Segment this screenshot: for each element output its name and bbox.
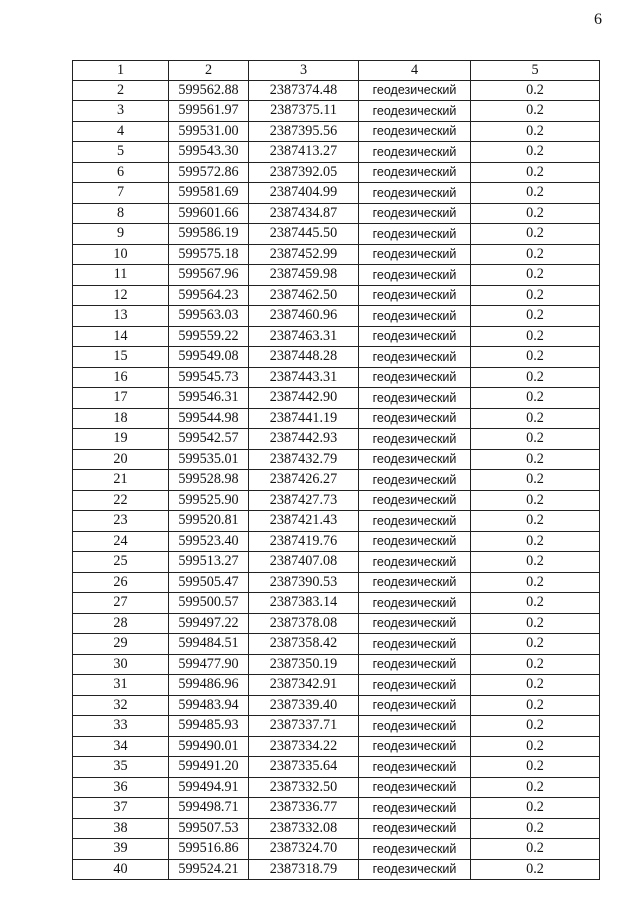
method-cell: геодезический: [359, 675, 471, 696]
y-coordinate-cell: 2387452.99: [249, 244, 359, 265]
point-number-cell: 31: [73, 675, 169, 696]
method-cell: геодезический: [359, 80, 471, 101]
x-coordinate-cell: 599563.03: [169, 306, 249, 327]
table-row: [73, 101, 600, 122]
accuracy-cell: 0.2: [471, 162, 600, 183]
y-coordinate-cell: 2387335.64: [249, 757, 359, 778]
table-row: [73, 593, 600, 614]
method-cell: геодезический: [359, 634, 471, 655]
coordinates-table: [72, 60, 600, 880]
point-number-cell: 39: [73, 839, 169, 860]
y-coordinate-cell: 2387395.56: [249, 121, 359, 142]
method-cell: геодезический: [359, 367, 471, 388]
table-row: [73, 326, 600, 347]
x-coordinate-cell: 599545.73: [169, 367, 249, 388]
table-row: [73, 572, 600, 593]
y-coordinate-cell: 2387337.71: [249, 716, 359, 737]
accuracy-cell: 0.2: [471, 367, 600, 388]
method-cell: геодезический: [359, 818, 471, 839]
y-coordinate-cell: 2387445.50: [249, 224, 359, 245]
y-coordinate-cell: 2387332.08: [249, 818, 359, 839]
y-coordinate-cell: 2387390.53: [249, 572, 359, 593]
table-row: [73, 531, 600, 552]
table-row: [73, 470, 600, 491]
accuracy-cell: 0.2: [471, 347, 600, 368]
y-coordinate-cell: 2387460.96: [249, 306, 359, 327]
accuracy-cell: 0.2: [471, 818, 600, 839]
x-coordinate-cell: 599497.22: [169, 613, 249, 634]
x-coordinate-cell: 599559.22: [169, 326, 249, 347]
method-cell: геодезический: [359, 859, 471, 880]
x-coordinate-cell: 599484.51: [169, 634, 249, 655]
x-coordinate-cell: 599494.91: [169, 777, 249, 798]
table-row: [73, 80, 600, 101]
table-row: [73, 777, 600, 798]
x-coordinate-cell: 599543.30: [169, 142, 249, 163]
accuracy-cell: 0.2: [471, 531, 600, 552]
accuracy-cell: 0.2: [471, 613, 600, 634]
table-row: [73, 142, 600, 163]
column-header-5: 5: [471, 61, 600, 81]
x-coordinate-cell: 599520.81: [169, 511, 249, 532]
y-coordinate-cell: 2387441.19: [249, 408, 359, 429]
method-cell: геодезический: [359, 777, 471, 798]
y-coordinate-cell: 2387434.87: [249, 203, 359, 224]
y-coordinate-cell: 2387383.14: [249, 593, 359, 614]
accuracy-cell: 0.2: [471, 736, 600, 757]
point-number-cell: 8: [73, 203, 169, 224]
x-coordinate-cell: 599562.88: [169, 80, 249, 101]
x-coordinate-cell: 599561.97: [169, 101, 249, 122]
accuracy-cell: 0.2: [471, 839, 600, 860]
x-coordinate-cell: 599564.23: [169, 285, 249, 306]
y-coordinate-cell: 2387459.98: [249, 265, 359, 286]
y-coordinate-cell: 2387442.90: [249, 388, 359, 409]
x-coordinate-cell: 599567.96: [169, 265, 249, 286]
table-row: [73, 429, 600, 450]
method-cell: геодезический: [359, 121, 471, 142]
point-number-cell: 19: [73, 429, 169, 450]
method-cell: геодезический: [359, 388, 471, 409]
y-coordinate-cell: 2387358.42: [249, 634, 359, 655]
method-cell: геодезический: [359, 224, 471, 245]
x-coordinate-cell: 599549.08: [169, 347, 249, 368]
x-coordinate-cell: 599544.98: [169, 408, 249, 429]
accuracy-cell: 0.2: [471, 859, 600, 880]
method-cell: геодезический: [359, 306, 471, 327]
y-coordinate-cell: 2387427.73: [249, 490, 359, 511]
method-cell: геодезический: [359, 162, 471, 183]
method-cell: геодезический: [359, 265, 471, 286]
table-row: [73, 490, 600, 511]
y-coordinate-cell: 2387339.40: [249, 695, 359, 716]
coordinates-table-container: [72, 60, 599, 880]
method-cell: геодезический: [359, 142, 471, 163]
table-row: [73, 859, 600, 880]
point-number-cell: 25: [73, 552, 169, 573]
accuracy-cell: 0.2: [471, 798, 600, 819]
accuracy-cell: 0.2: [471, 654, 600, 675]
y-coordinate-cell: 2387462.50: [249, 285, 359, 306]
x-coordinate-cell: 599524.21: [169, 859, 249, 880]
point-number-cell: 15: [73, 347, 169, 368]
table-row: [73, 224, 600, 245]
accuracy-cell: 0.2: [471, 511, 600, 532]
accuracy-cell: 0.2: [471, 101, 600, 122]
method-cell: геодезический: [359, 572, 471, 593]
y-coordinate-cell: 2387448.28: [249, 347, 359, 368]
table-row: [73, 552, 600, 573]
table-row: [73, 347, 600, 368]
y-coordinate-cell: 2387443.31: [249, 367, 359, 388]
x-coordinate-cell: 599528.98: [169, 470, 249, 491]
method-cell: геодезический: [359, 285, 471, 306]
accuracy-cell: 0.2: [471, 224, 600, 245]
table-row: [73, 736, 600, 757]
accuracy-cell: 0.2: [471, 695, 600, 716]
x-coordinate-cell: 599535.01: [169, 449, 249, 470]
x-coordinate-cell: 599500.57: [169, 593, 249, 614]
x-coordinate-cell: 599490.01: [169, 736, 249, 757]
point-number-cell: 30: [73, 654, 169, 675]
table-row: [73, 818, 600, 839]
point-number-cell: 6: [73, 162, 169, 183]
accuracy-cell: 0.2: [471, 244, 600, 265]
table-row: [73, 654, 600, 675]
x-coordinate-cell: 599516.86: [169, 839, 249, 860]
x-coordinate-cell: 599572.86: [169, 162, 249, 183]
table-row: [73, 613, 600, 634]
accuracy-cell: 0.2: [471, 634, 600, 655]
y-coordinate-cell: 2387332.50: [249, 777, 359, 798]
point-number-cell: 7: [73, 183, 169, 204]
method-cell: геодезический: [359, 490, 471, 511]
method-cell: геодезический: [359, 408, 471, 429]
y-coordinate-cell: 2387426.27: [249, 470, 359, 491]
method-cell: геодезический: [359, 470, 471, 491]
y-coordinate-cell: 2387413.27: [249, 142, 359, 163]
method-cell: геодезический: [359, 613, 471, 634]
x-coordinate-cell: 599486.96: [169, 675, 249, 696]
method-cell: геодезический: [359, 203, 471, 224]
accuracy-cell: 0.2: [471, 757, 600, 778]
x-coordinate-cell: 599483.94: [169, 695, 249, 716]
point-number-cell: 28: [73, 613, 169, 634]
y-coordinate-cell: 2387342.91: [249, 675, 359, 696]
point-number-cell: 24: [73, 531, 169, 552]
accuracy-cell: 0.2: [471, 593, 600, 614]
table-row: [73, 695, 600, 716]
accuracy-cell: 0.2: [471, 203, 600, 224]
table-row: [73, 675, 600, 696]
method-cell: геодезический: [359, 101, 471, 122]
accuracy-cell: 0.2: [471, 388, 600, 409]
point-number-cell: 16: [73, 367, 169, 388]
column-header-4: 4: [359, 61, 471, 81]
x-coordinate-cell: 599546.31: [169, 388, 249, 409]
table-row: [73, 798, 600, 819]
accuracy-cell: 0.2: [471, 80, 600, 101]
x-coordinate-cell: 599575.18: [169, 244, 249, 265]
point-number-cell: 29: [73, 634, 169, 655]
accuracy-cell: 0.2: [471, 285, 600, 306]
x-coordinate-cell: 599485.93: [169, 716, 249, 737]
point-number-cell: 3: [73, 101, 169, 122]
point-number-cell: 13: [73, 306, 169, 327]
method-cell: геодезический: [359, 695, 471, 716]
table-row: [73, 265, 600, 286]
point-number-cell: 14: [73, 326, 169, 347]
table-row: [73, 408, 600, 429]
table-row: [73, 449, 600, 470]
method-cell: геодезический: [359, 552, 471, 573]
point-number-cell: 37: [73, 798, 169, 819]
y-coordinate-cell: 2387407.08: [249, 552, 359, 573]
y-coordinate-cell: 2387419.76: [249, 531, 359, 552]
method-cell: геодезический: [359, 736, 471, 757]
method-cell: геодезический: [359, 244, 471, 265]
point-number-cell: 20: [73, 449, 169, 470]
x-coordinate-cell: 599491.20: [169, 757, 249, 778]
point-number-cell: 5: [73, 142, 169, 163]
point-number-cell: 18: [73, 408, 169, 429]
point-number-cell: 21: [73, 470, 169, 491]
method-cell: геодезический: [359, 531, 471, 552]
x-coordinate-cell: 599523.40: [169, 531, 249, 552]
point-number-cell: 17: [73, 388, 169, 409]
point-number-cell: 22: [73, 490, 169, 511]
point-number-cell: 36: [73, 777, 169, 798]
accuracy-cell: 0.2: [471, 777, 600, 798]
point-number-cell: 34: [73, 736, 169, 757]
y-coordinate-cell: 2387404.99: [249, 183, 359, 204]
y-coordinate-cell: 2387378.08: [249, 613, 359, 634]
point-number-cell: 26: [73, 572, 169, 593]
table-body: [73, 80, 600, 880]
table-row: [73, 285, 600, 306]
table-row: [73, 121, 600, 142]
x-coordinate-cell: 599477.90: [169, 654, 249, 675]
x-coordinate-cell: 599581.69: [169, 183, 249, 204]
method-cell: геодезический: [359, 839, 471, 860]
y-coordinate-cell: 2387334.22: [249, 736, 359, 757]
column-header-2: 2: [169, 61, 249, 81]
point-number-cell: 40: [73, 859, 169, 880]
accuracy-cell: 0.2: [471, 449, 600, 470]
x-coordinate-cell: 599513.27: [169, 552, 249, 573]
x-coordinate-cell: 599525.90: [169, 490, 249, 511]
point-number-cell: 27: [73, 593, 169, 614]
x-coordinate-cell: 599542.57: [169, 429, 249, 450]
accuracy-cell: 0.2: [471, 183, 600, 204]
x-coordinate-cell: 599498.71: [169, 798, 249, 819]
x-coordinate-cell: 599601.66: [169, 203, 249, 224]
y-coordinate-cell: 2387432.79: [249, 449, 359, 470]
method-cell: геодезический: [359, 326, 471, 347]
y-coordinate-cell: 2387336.77: [249, 798, 359, 819]
y-coordinate-cell: 2387324.70: [249, 839, 359, 860]
method-cell: геодезический: [359, 347, 471, 368]
method-cell: геодезический: [359, 757, 471, 778]
method-cell: геодезический: [359, 593, 471, 614]
y-coordinate-cell: 2387350.19: [249, 654, 359, 675]
point-number-cell: 4: [73, 121, 169, 142]
point-number-cell: 2: [73, 80, 169, 101]
accuracy-cell: 0.2: [471, 572, 600, 593]
table-row: [73, 306, 600, 327]
table-row: [73, 367, 600, 388]
point-number-cell: 38: [73, 818, 169, 839]
table-row: [73, 183, 600, 204]
method-cell: геодезический: [359, 798, 471, 819]
accuracy-cell: 0.2: [471, 306, 600, 327]
table-row: [73, 716, 600, 737]
point-number-cell: 23: [73, 511, 169, 532]
x-coordinate-cell: 599505.47: [169, 572, 249, 593]
column-header-3: 3: [249, 61, 359, 81]
accuracy-cell: 0.2: [471, 675, 600, 696]
accuracy-cell: 0.2: [471, 142, 600, 163]
point-number-cell: 35: [73, 757, 169, 778]
accuracy-cell: 0.2: [471, 326, 600, 347]
page-number: 6: [594, 11, 602, 28]
accuracy-cell: 0.2: [471, 716, 600, 737]
table-header-row: [73, 61, 600, 81]
y-coordinate-cell: 2387421.43: [249, 511, 359, 532]
method-cell: геодезический: [359, 183, 471, 204]
table-row: [73, 839, 600, 860]
table-row: [73, 203, 600, 224]
table-row: [73, 388, 600, 409]
table-row: [73, 244, 600, 265]
y-coordinate-cell: 2387442.93: [249, 429, 359, 450]
y-coordinate-cell: 2387374.48: [249, 80, 359, 101]
y-coordinate-cell: 2387463.31: [249, 326, 359, 347]
y-coordinate-cell: 2387392.05: [249, 162, 359, 183]
y-coordinate-cell: 2387318.79: [249, 859, 359, 880]
x-coordinate-cell: 599531.00: [169, 121, 249, 142]
point-number-cell: 33: [73, 716, 169, 737]
accuracy-cell: 0.2: [471, 429, 600, 450]
point-number-cell: 11: [73, 265, 169, 286]
accuracy-cell: 0.2: [471, 121, 600, 142]
accuracy-cell: 0.2: [471, 265, 600, 286]
accuracy-cell: 0.2: [471, 490, 600, 511]
method-cell: геодезический: [359, 511, 471, 532]
x-coordinate-cell: 599507.53: [169, 818, 249, 839]
method-cell: геодезический: [359, 429, 471, 450]
point-number-cell: 9: [73, 224, 169, 245]
table-row: [73, 757, 600, 778]
accuracy-cell: 0.2: [471, 408, 600, 429]
method-cell: геодезический: [359, 716, 471, 737]
point-number-cell: 10: [73, 244, 169, 265]
y-coordinate-cell: 2387375.11: [249, 101, 359, 122]
table-row: [73, 162, 600, 183]
accuracy-cell: 0.2: [471, 552, 600, 573]
accuracy-cell: 0.2: [471, 470, 600, 491]
point-number-cell: 12: [73, 285, 169, 306]
table-row: [73, 634, 600, 655]
point-number-cell: 32: [73, 695, 169, 716]
column-header-1: 1: [73, 61, 169, 81]
method-cell: геодезический: [359, 654, 471, 675]
method-cell: геодезический: [359, 449, 471, 470]
x-coordinate-cell: 599586.19: [169, 224, 249, 245]
table-row: [73, 511, 600, 532]
